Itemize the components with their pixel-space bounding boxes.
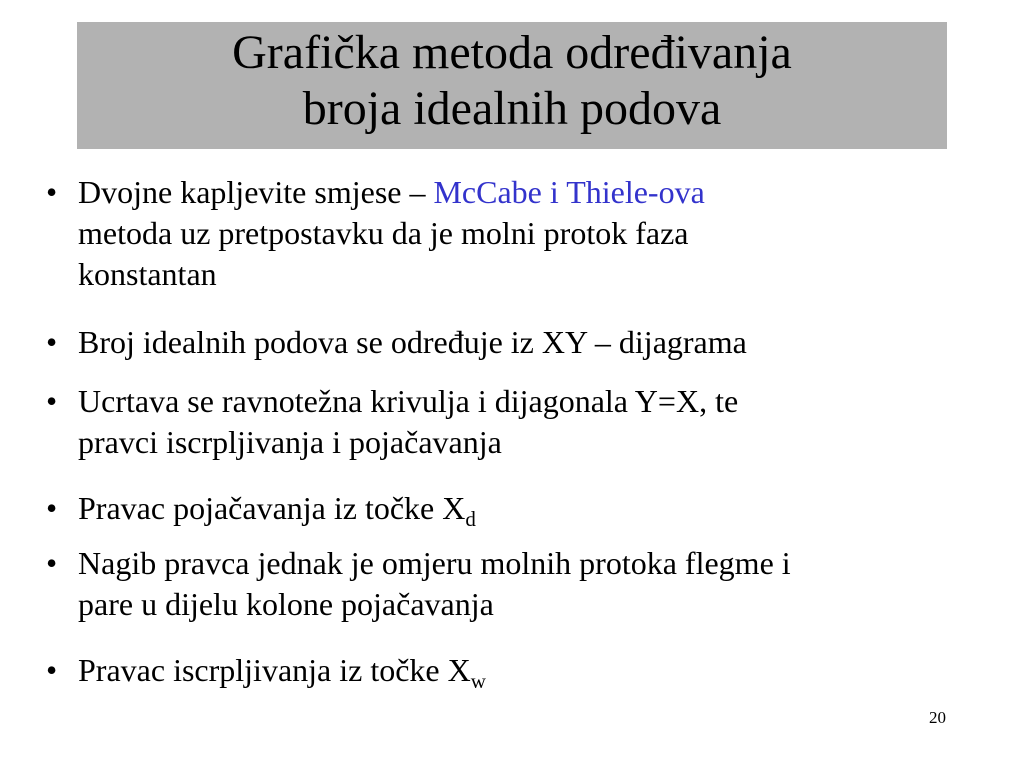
- bullet-line: Ucrtava se ravnotežna krivulja i dijagonala Y=X, te: [78, 383, 739, 419]
- subscript: d: [465, 507, 476, 531]
- bullet-item: [0, 650, 978, 691]
- bullet-marker: •: [46, 652, 58, 688]
- bullet-marker: •: [46, 383, 58, 419]
- bullet-line: pravci iscrpljivanja i pojačavanja: [78, 424, 502, 460]
- bullet-marker: •: [46, 174, 58, 210]
- bullet-marker: •: [46, 490, 58, 526]
- bullet-line: konstantan: [78, 256, 217, 292]
- subscript: w: [470, 669, 486, 693]
- bullet-line: metoda uz pretpostavku da je molni protok faza: [78, 215, 689, 251]
- bullet-text: Pravac iscrpljivanja iz točke X: [78, 652, 471, 688]
- bullet-marker: •: [46, 324, 58, 360]
- title-line-2: broja idealnih podova: [302, 82, 722, 135]
- bullet-line: [78, 488, 978, 529]
- bullet-line: [78, 172, 978, 213]
- bullet-item: [0, 488, 978, 529]
- highlighted-method-name: McCabe i Thiele-ova: [433, 174, 705, 210]
- bullet-text: Pravac pojačavanja iz točke X: [78, 490, 466, 526]
- bullet-item: [0, 322, 978, 363]
- slide-title: [77, 22, 947, 149]
- title-line-1: Grafička metoda određivanja: [232, 26, 792, 79]
- bullet-text: Dvojne kapljevite smjese –: [78, 174, 434, 210]
- bullet-marker: •: [46, 545, 58, 581]
- bullet-item: [0, 543, 978, 625]
- bullet-item: [0, 381, 978, 463]
- bullet-line: [78, 650, 978, 691]
- bullet-line: Nagib pravca jednak je omjeru molnih protoka flegme i: [78, 545, 791, 581]
- bullet-item: [0, 172, 978, 295]
- bullet-text: Broj idealnih podova se određuje iz XY – dijagrama: [78, 324, 747, 360]
- bullet-line: pare u dijelu kolone pojačavanja: [78, 586, 494, 622]
- page-number: 20: [929, 708, 946, 727]
